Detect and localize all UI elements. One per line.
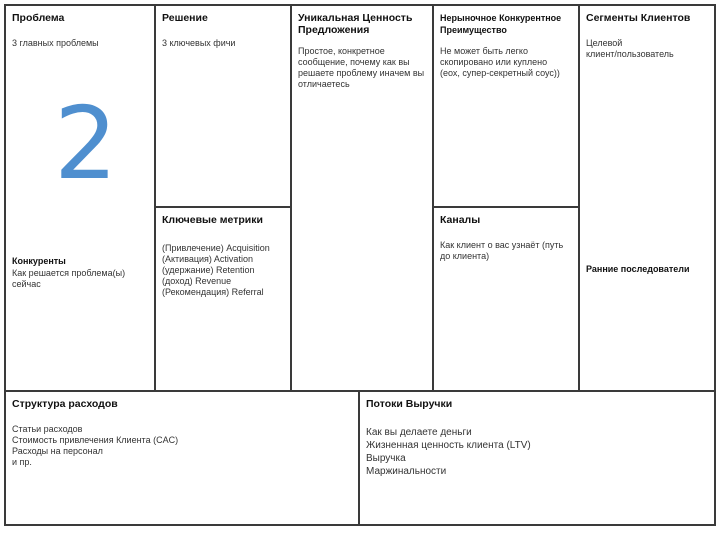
customer-segments-text: Целевой клиент/пользователь: [586, 38, 674, 59]
cost-structure-cell: [4, 390, 360, 526]
uvp-text: Простое, конкретное сообщение, почему как вы решаете проблему иначем вы отличаетесь: [298, 46, 425, 89]
unfair-advantage-title: Нерыночное Конкурентное Преимущество: [440, 13, 562, 35]
uvp-cell: [290, 4, 434, 392]
problem-text: 3 главных проблемы: [12, 38, 99, 48]
cost-structure-title: Структура расходов: [12, 398, 118, 410]
competitors-text: Как решается проблема(ы) сейчас: [12, 268, 126, 289]
key-metrics-title: Ключевые метрики: [162, 214, 263, 226]
customer-segments-title: Сегменты Клиентов: [586, 12, 691, 24]
cost-structure-text: Статьи расходов Стоимость привлечения Клиента (CAC) Расходы на персонал и пр.: [12, 424, 179, 467]
early-adopters-title: Ранние последователи: [586, 264, 690, 274]
channels-title: Каналы: [440, 214, 481, 226]
competitors-block: [12, 256, 125, 290]
early-adopters-block: [586, 264, 690, 275]
revenue-streams-cell: [358, 390, 716, 526]
revenue-streams-text: Как вы делаете деньги Жизненная ценность клиента (LTV) Выручка Маржинальности: [366, 427, 531, 477]
key-metrics-text: (Привлечение) Acquisition (Активация) Activation (удержание) Retention (доход) Revenue (Рекомендация) Referral: [162, 243, 270, 297]
uvp-title: Уникальная Ценность Предложения: [298, 12, 413, 36]
channels-cell: [432, 206, 580, 392]
unfair-advantage-cell: [432, 4, 580, 208]
problem-title: Проблема: [12, 12, 65, 24]
solution-title: Решение: [162, 12, 208, 24]
channels-text: Как клиент о вас узнаёт (путь до клиента): [440, 240, 564, 261]
slide-number: 2: [54, 85, 118, 202]
competitors-title: Конкуренты: [12, 256, 66, 266]
customer-segments-cell: [578, 4, 716, 392]
problem-cell: [4, 4, 156, 392]
solution-text: 3 ключевых фичи: [162, 38, 236, 48]
solution-cell: [154, 4, 292, 208]
key-metrics-cell: [154, 206, 292, 392]
revenue-streams-title: Потоки Выручки: [366, 398, 453, 410]
unfair-advantage-text: Не может быть легко скопировано или куплено (еох, супер-секретный соус)): [440, 46, 560, 78]
